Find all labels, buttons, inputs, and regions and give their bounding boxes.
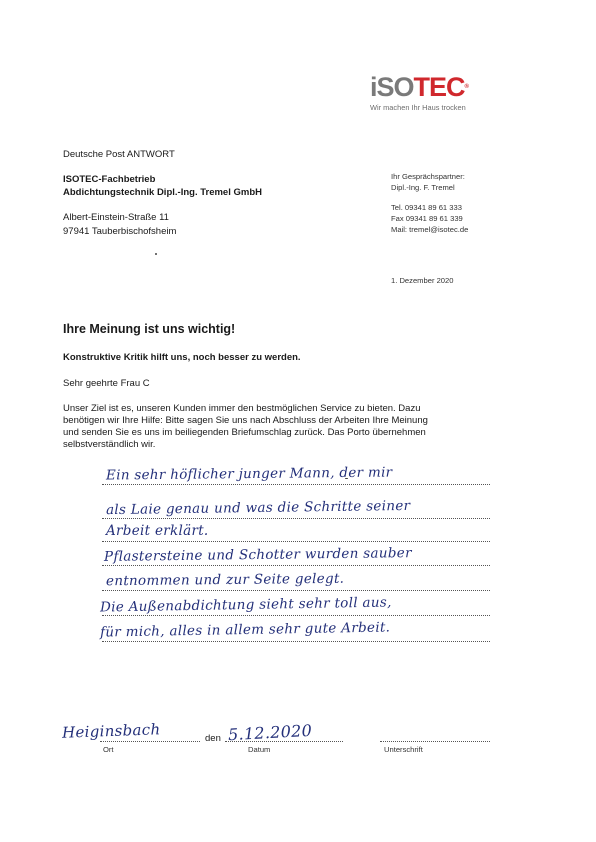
- body-line: und senden Sie es uns im beiliegenden Briefumschlag zurück. Das Porto übernehmen: [63, 427, 426, 438]
- handwritten-line: Arbeit erklärt.: [106, 523, 209, 539]
- logo-tagline: Wir machen Ihr Haus trocken: [370, 103, 466, 112]
- handwritten-line: für mich, alles in allem sehr gute Arbeit.: [99, 619, 391, 641]
- contact-label: Ihr Gesprächspartner:: [391, 172, 465, 181]
- datum-label: Datum: [248, 745, 271, 754]
- signature-rule: [380, 741, 490, 742]
- writing-rule: [102, 518, 490, 519]
- writing-rule: [102, 641, 490, 642]
- contact-tel: Tel. 09341 89 61 333: [391, 203, 462, 212]
- scan-speck: [155, 253, 157, 255]
- logo-iso: iSO: [370, 72, 414, 102]
- salutation: Sehr geehrte Frau C: [63, 378, 150, 389]
- ort-label: Ort: [103, 745, 114, 754]
- recipient-city: 97941 Tauberbischofsheim: [63, 226, 177, 237]
- recipient-street: Albert-Einstein-Straße 11: [63, 212, 169, 223]
- writing-rule: [102, 565, 490, 566]
- body-line: benötigen wir Ihre Hilfe: Bitte sagen Sie uns nach Abschluss der Arbeiten Ihre Meinung: [63, 415, 428, 426]
- body-line: Unser Ziel ist es, unseren Kunden immer den bestmöglichen Service zu bieten. Dazu: [63, 403, 421, 414]
- contact-fax: Fax 09341 89 61 339: [391, 214, 463, 223]
- handwritten-date: 5.12.2020: [227, 720, 313, 745]
- unterschrift-label: Unterschrift: [384, 745, 423, 754]
- writing-rule: [102, 615, 490, 616]
- handwritten-line: als Laie genau und was die Schritte seiner: [105, 497, 411, 519]
- writing-rule: [102, 541, 490, 542]
- contact-mail: Mail: tremel@isotec.de: [391, 225, 469, 234]
- contact-name: Dipl.-Ing. F. Tremel: [391, 183, 455, 192]
- reply-label: Deutsche Post ANTWORT: [63, 149, 175, 160]
- isotec-logo: [370, 74, 496, 116]
- handwritten-line: entnommen und zur Seite gelegt.: [105, 570, 345, 590]
- handwritten-line: Pflastersteine und Schotter wurden sauber: [103, 545, 412, 565]
- recipient-company-line-2: Abdichtungstechnik Dipl.-Ing. Tremel GmbH: [63, 187, 262, 198]
- handwritten-place: Heiginsbach: [61, 720, 161, 742]
- headline: Ihre Meinung ist uns wichtig!: [63, 322, 236, 336]
- subheadline: Konstruktive Kritik hilft uns, noch besser zu werden.: [63, 352, 301, 363]
- recipient-company-line-1: ISOTEC-Fachbetrieb: [63, 174, 156, 185]
- logo-registered-mark: ®: [464, 84, 468, 90]
- logo-wordmark: [370, 74, 496, 101]
- handwritten-line: Ein sehr höflicher junger Mann, der mir: [105, 464, 393, 484]
- date-rule: [225, 741, 343, 742]
- place-rule: [100, 741, 200, 742]
- logo-tec: TEC: [413, 72, 465, 102]
- writing-rule: [102, 484, 490, 485]
- body-line: selbstverständlich wir.: [63, 439, 156, 450]
- letter-date: 1. Dezember 2020: [391, 276, 454, 285]
- handwritten-line: Die Außenabdichtung sieht sehr toll aus,: [99, 594, 392, 616]
- den-label: den: [205, 733, 221, 744]
- writing-rule: [102, 590, 490, 591]
